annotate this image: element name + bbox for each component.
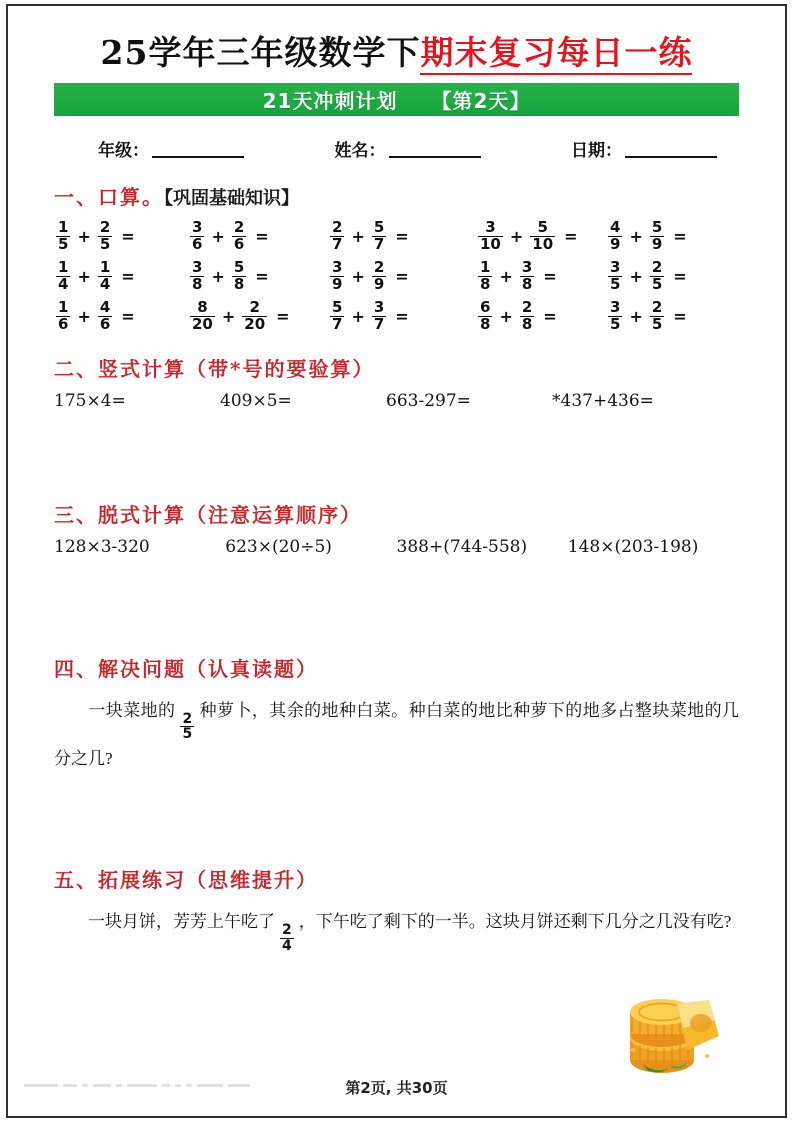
fraction-right bbox=[650, 220, 664, 252]
fraction-left bbox=[190, 220, 204, 252]
numerator: 4 bbox=[99, 298, 111, 317]
numerator: 1 bbox=[58, 258, 69, 277]
denominator: 20 bbox=[244, 315, 266, 333]
s4-inline-fraction bbox=[180, 712, 194, 742]
numerator: 5 bbox=[373, 218, 385, 237]
oral-problem-r2-c1[interactable] bbox=[54, 258, 188, 295]
section-1-heading-black: 【巩固基础知识】 bbox=[164, 188, 299, 209]
operator: + bbox=[221, 307, 236, 326]
denominator: 8 bbox=[233, 275, 245, 293]
numerator: 2 bbox=[521, 298, 533, 317]
operator: + bbox=[351, 267, 365, 286]
operator: + bbox=[351, 307, 365, 326]
operator: + bbox=[211, 267, 225, 286]
vertical-problem-2[interactable]: 409×5= bbox=[220, 391, 292, 411]
fraction-right bbox=[372, 260, 386, 292]
fraction-right bbox=[520, 260, 534, 292]
s4-text-after: 种萝卜，其余的地种白菜。种白菜的地比种萝下的地多占整块菜地的几分之几? bbox=[54, 701, 740, 768]
operator: + bbox=[77, 267, 91, 286]
denominator: 5 bbox=[651, 275, 663, 293]
equals-sign: = bbox=[255, 267, 269, 286]
equals-sign: = bbox=[121, 267, 135, 286]
numerator: 1 bbox=[58, 218, 69, 237]
numerator: 2 bbox=[651, 258, 663, 277]
equals-sign: = bbox=[673, 267, 687, 286]
oral-problem-r2-c3[interactable] bbox=[328, 258, 476, 295]
equals-sign: = bbox=[121, 307, 135, 326]
equals-sign: = bbox=[121, 227, 135, 246]
equals-sign: = bbox=[543, 307, 557, 326]
numerator: 3 bbox=[610, 258, 621, 277]
numerator: 3 bbox=[332, 258, 343, 277]
banner-plan-label: 21天冲刺计划 bbox=[262, 89, 398, 113]
denominator: 10 bbox=[480, 235, 501, 253]
grade-field[interactable] bbox=[98, 136, 244, 161]
fraction-left bbox=[56, 220, 70, 252]
vertical-problem-4[interactable]: *437+436= bbox=[552, 391, 654, 411]
denominator: 5 bbox=[610, 275, 621, 293]
numerator: 2 bbox=[249, 298, 260, 317]
title-red-part: 期末复习每日一练 bbox=[420, 33, 692, 75]
s5-fraction-denominator: 4 bbox=[282, 937, 292, 954]
stepwise-problem-2[interactable]: 623×(20÷5) bbox=[225, 537, 332, 557]
stepwise-problem-3[interactable]: 388+(744-558) bbox=[396, 537, 528, 557]
s4-fraction-numerator: 2 bbox=[182, 711, 193, 727]
student-info-row bbox=[54, 136, 739, 161]
fraction-right bbox=[650, 300, 664, 332]
vertical-problem-1[interactable]: 175×4= bbox=[54, 391, 126, 411]
oral-calculation-grid bbox=[54, 218, 739, 335]
fraction-right bbox=[98, 260, 112, 292]
numerator: 2 bbox=[233, 218, 245, 237]
oral-problem-r2-c5[interactable] bbox=[606, 258, 739, 295]
oral-problem-r2-c2[interactable] bbox=[188, 258, 328, 295]
denominator: 7 bbox=[373, 315, 385, 333]
section-3-heading: 三、脱式计算（注意运算顺序） bbox=[54, 503, 362, 527]
operator: + bbox=[77, 307, 91, 326]
fraction-left bbox=[190, 260, 204, 292]
denominator: 7 bbox=[373, 235, 385, 253]
denominator: 6 bbox=[99, 315, 111, 333]
denominator: 8 bbox=[521, 275, 533, 293]
name-blank[interactable] bbox=[389, 156, 481, 158]
vertical-calc-problems bbox=[54, 391, 739, 411]
denominator: 9 bbox=[373, 275, 385, 293]
fraction-left bbox=[56, 300, 70, 332]
section-4-problem-text bbox=[54, 694, 739, 776]
date-label: 日期： bbox=[571, 141, 622, 160]
section-5-heading: 五、拓展练习（思维提升） bbox=[54, 868, 318, 893]
denominator: 6 bbox=[233, 235, 245, 253]
s5-text-before: 一块月饼，芳芳上午吃了 bbox=[88, 912, 275, 932]
operator: + bbox=[77, 227, 91, 246]
numerator: 5 bbox=[537, 218, 548, 237]
section-4-work-area[interactable] bbox=[54, 776, 739, 864]
section-2-work-area[interactable] bbox=[54, 411, 739, 499]
page-footer: 第2页, 共30页 bbox=[345, 1079, 448, 1097]
section-1-heading-red: 一、口算。 bbox=[54, 185, 164, 209]
fraction-left bbox=[56, 260, 70, 292]
oral-problem-r3-c4[interactable] bbox=[476, 298, 606, 335]
denominator: 9 bbox=[610, 235, 621, 253]
plan-banner bbox=[54, 83, 739, 116]
equals-sign: = bbox=[564, 227, 578, 246]
fraction-right bbox=[98, 220, 112, 252]
title-black-part: 25学年三年级数学下 bbox=[100, 33, 421, 72]
stepwise-calc-problems bbox=[54, 537, 739, 557]
vertical-problem-3[interactable]: 663-297= bbox=[386, 391, 471, 411]
equals-sign: = bbox=[276, 307, 290, 326]
s5-inline-fraction bbox=[280, 923, 294, 953]
name-label: 姓名： bbox=[334, 141, 386, 160]
date-blank[interactable] bbox=[625, 156, 717, 158]
fraction-right bbox=[242, 300, 267, 332]
grade-label: 年级： bbox=[98, 141, 149, 160]
oral-problem-r1-c2[interactable] bbox=[188, 218, 328, 255]
mooncake-illustration bbox=[615, 990, 751, 1082]
operator: + bbox=[629, 227, 643, 246]
numerator: 1 bbox=[99, 258, 111, 277]
section-5-problem-text bbox=[54, 905, 739, 953]
fraction-right bbox=[98, 300, 112, 332]
numerator: 1 bbox=[480, 258, 491, 277]
operator: + bbox=[509, 227, 524, 246]
name-field[interactable] bbox=[335, 136, 481, 161]
fraction-left bbox=[190, 300, 215, 332]
denominator: 8 bbox=[521, 315, 533, 333]
numerator: 3 bbox=[373, 298, 385, 317]
fraction-left bbox=[478, 220, 503, 252]
denominator: 4 bbox=[58, 275, 69, 293]
banner-day-label: 【第2天】 bbox=[431, 89, 531, 113]
fraction-left bbox=[330, 260, 344, 292]
fraction-left bbox=[330, 220, 344, 252]
denominator: 10 bbox=[532, 235, 554, 253]
numerator: 3 bbox=[610, 298, 621, 317]
numerator: 6 bbox=[480, 298, 491, 317]
fraction-left bbox=[330, 300, 344, 332]
s5-text-after: ，下午吃了剩下的一半。这块月饼还剩下几分之几没有吃? bbox=[298, 912, 732, 932]
oral-problem-r2-c4[interactable] bbox=[476, 258, 606, 295]
denominator: 8 bbox=[480, 315, 491, 333]
worksheet-page bbox=[6, 4, 787, 1118]
s4-fraction-denominator: 5 bbox=[182, 726, 193, 743]
equals-sign: = bbox=[673, 307, 687, 326]
equals-sign: = bbox=[673, 227, 687, 246]
oral-problem-r3-c3[interactable] bbox=[328, 298, 476, 335]
equals-sign: = bbox=[395, 227, 409, 246]
stepwise-problem-1[interactable]: 128×3-320 bbox=[54, 537, 150, 557]
equals-sign: = bbox=[395, 307, 409, 326]
fraction-right bbox=[520, 300, 534, 332]
numerator: 2 bbox=[651, 298, 663, 317]
numerator: 5 bbox=[651, 218, 663, 237]
denominator: 5 bbox=[58, 235, 69, 253]
operator: + bbox=[499, 267, 513, 286]
denominator: 9 bbox=[651, 235, 663, 253]
section-4-heading: 四、解决问题（认真读题） bbox=[54, 657, 318, 681]
stepwise-problem-4[interactable]: 148×(203-198) bbox=[567, 537, 699, 557]
denominator: 6 bbox=[58, 315, 69, 333]
denominator: 7 bbox=[332, 235, 343, 253]
fraction-left bbox=[608, 260, 622, 292]
fraction-right bbox=[232, 220, 246, 252]
grade-blank[interactable] bbox=[152, 156, 244, 158]
worksheet-content bbox=[8, 6, 785, 1116]
numerator: 5 bbox=[332, 298, 343, 317]
denominator: 20 bbox=[192, 315, 213, 333]
denominator: 8 bbox=[480, 275, 491, 293]
oral-problem-r3-c1[interactable] bbox=[54, 298, 188, 335]
denominator: 7 bbox=[332, 315, 343, 333]
s5-fraction-numerator: 2 bbox=[282, 922, 292, 939]
fraction-right bbox=[372, 220, 386, 252]
operator: + bbox=[499, 307, 513, 326]
fraction-left bbox=[608, 220, 622, 252]
date-field[interactable] bbox=[571, 136, 717, 161]
s4-text-before: 一块菜地的 bbox=[88, 701, 176, 720]
operator: + bbox=[351, 227, 365, 246]
oral-problem-r1-c5[interactable] bbox=[606, 218, 739, 255]
fraction-left bbox=[478, 260, 492, 292]
fraction-left bbox=[608, 300, 622, 332]
fraction-right bbox=[650, 260, 664, 292]
numerator: 3 bbox=[485, 218, 496, 237]
numerator: 2 bbox=[332, 218, 343, 237]
page-title bbox=[54, 33, 739, 72]
section-1-heading bbox=[54, 181, 739, 210]
operator: + bbox=[629, 267, 643, 286]
oral-problem-r3-c5[interactable] bbox=[606, 298, 739, 335]
numerator: 4 bbox=[610, 218, 621, 237]
equals-sign: = bbox=[255, 227, 269, 246]
operator: + bbox=[211, 227, 225, 246]
section-3-work-area[interactable] bbox=[54, 557, 739, 653]
fraction-right bbox=[372, 300, 386, 332]
numerator: 3 bbox=[192, 218, 203, 237]
equals-sign: = bbox=[395, 267, 409, 286]
section-2-heading: 二、竖式计算（带*号的要验算） bbox=[54, 357, 375, 381]
oral-problem-r1-c3[interactable] bbox=[328, 218, 476, 255]
fraction-left bbox=[478, 300, 492, 332]
numerator: 2 bbox=[99, 218, 111, 237]
numerator: 1 bbox=[58, 298, 69, 317]
oral-problem-r3-c2[interactable] bbox=[188, 298, 328, 335]
denominator: 5 bbox=[610, 315, 621, 333]
numerator: 8 bbox=[197, 298, 208, 317]
denominator: 6 bbox=[192, 235, 203, 253]
numerator: 3 bbox=[192, 258, 203, 277]
oral-problem-r1-c1[interactable] bbox=[54, 218, 188, 255]
numerator: 5 bbox=[233, 258, 245, 277]
fraction-right bbox=[232, 260, 246, 292]
numerator: 2 bbox=[373, 258, 385, 277]
operator: + bbox=[629, 307, 643, 326]
denominator: 5 bbox=[651, 315, 663, 333]
fraction-right bbox=[530, 220, 555, 252]
denominator: 4 bbox=[99, 275, 111, 293]
numerator: 3 bbox=[521, 258, 533, 277]
denominator: 9 bbox=[332, 275, 343, 293]
oral-problem-r1-c4[interactable] bbox=[476, 218, 606, 255]
denominator: 8 bbox=[192, 275, 203, 293]
denominator: 5 bbox=[99, 235, 111, 253]
equals-sign: = bbox=[543, 267, 557, 286]
